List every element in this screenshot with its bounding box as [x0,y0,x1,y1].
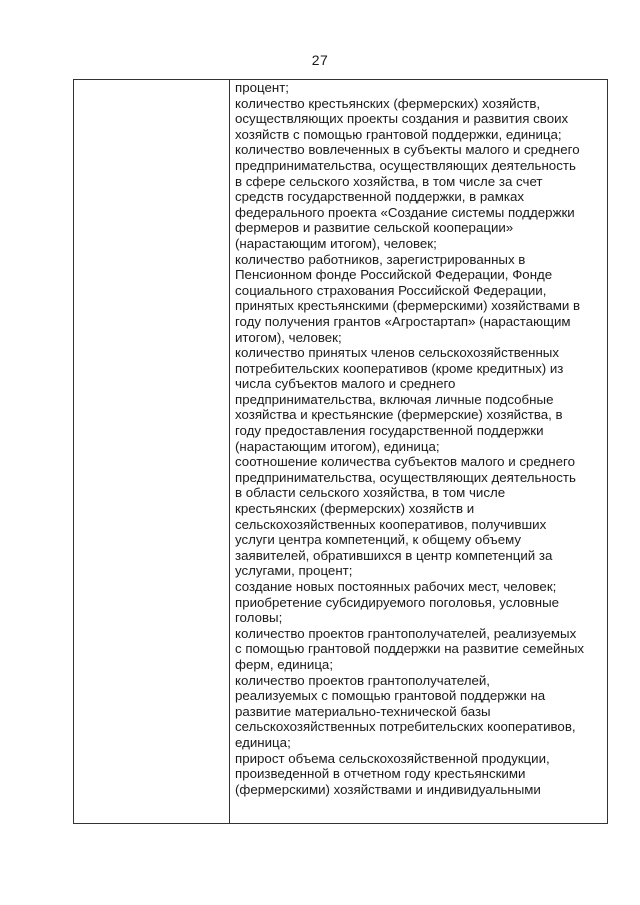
text-line: заявителей, обратившихся в центр компетенций за [235,547,553,563]
text-line: фермеров и развитие сельской кооперации» [235,220,514,236]
text-line: числа субъектов малого и среднего [235,376,456,392]
table-right-cell [230,80,607,823]
text-line: средств государственной поддержки, в рамках [235,189,524,205]
text-line: году получения грантов «Агростартап» (нарастающим [235,313,571,329]
text-line: (нарастающим итогом), человек; [235,235,437,251]
text-line: итогом), человек; [235,329,342,345]
text-line: услуги центра компетенций, к общему объему [235,532,522,548]
text-line: развитие материально-технической базы [235,703,491,719]
text-line: социального страхования Российской Федерации, [235,282,547,298]
text-line: приобретение субсидируемого поголовья, условные [235,594,560,610]
text-line: хозяйств с помощью грантовой поддержки, единица; [235,126,562,142]
text-line: предпринимательства, осуществляющих деятельность [235,469,576,485]
page-number: 27 [311,52,329,68]
text-line: федерального проекта «Создание системы поддержки [235,204,575,220]
text-line: создание новых постоянных рабочих мест, человек; [235,579,557,594]
text-line: услугами, процент; [235,563,353,579]
document-table [73,79,608,824]
text-line: Пенсионном фонде Российской Федерации, Фонде [235,267,553,283]
text-line: ферм, единица; [235,656,334,672]
text-line: реализуемых с помощью грантовой поддержки на [235,688,546,704]
text-line: году предоставления государственной поддержки [235,423,544,439]
text-line: сельскохозяйственных потребительских кооперативов, [235,719,576,735]
text-line: единица; [235,734,291,750]
text-line: принятых крестьянскими (фермерскими) хозяйствами в [235,298,581,314]
text-line: осуществляющих проекты создания и развития своих [235,111,569,127]
text-line: количество проектов грантополучателей, [235,672,490,688]
text-line: прирост объема сельскохозяйственной продукции, [235,750,550,766]
text-line: потребительских кооперативов (кроме кредитных) из [235,360,564,376]
table-left-cell [74,80,230,823]
text-line: головы; [235,610,283,626]
text-line: сельскохозяйственных кооперативов, получивших [235,516,547,532]
text-line: количество работников, зарегистрированных в [235,251,526,267]
text-line: количество вовлеченных в субъекты малого и среднего [235,142,580,158]
text-line: хозяйства и крестьянские (фермерские) хозяйства, в [235,407,563,423]
text-line: (нарастающим итогом), единица; [235,438,440,454]
text-line: произведенной в отчетном году крестьянскими [235,766,526,782]
text-line: (фермерскими) хозяйствами и индивидуальными [235,781,541,797]
text-line: предпринимательства, осуществляющих деятельность [235,157,576,173]
text-line: в сфере сельского хозяйства, в том числе за счет [235,173,543,189]
text-line: количество принятых членов сельскохозяйственных [235,345,560,361]
text-line: в области сельского хозяйства, в том числе [235,485,506,501]
text-line: крестьянских (фермерских) хозяйств и [235,501,475,517]
text-line: предпринимательства, включая личные подсобные [235,391,554,407]
text-line: количество крестьянских (фермерских) хозяйств, [235,95,541,111]
text-line: соотношение количества субъектов малого и среднего [235,454,575,470]
text-line: процент; [235,80,289,95]
text-line: с помощью грантовой поддержки на развитие семейных [235,641,585,657]
text-line: количество проектов грантополучателей, реализуемых [235,625,577,641]
